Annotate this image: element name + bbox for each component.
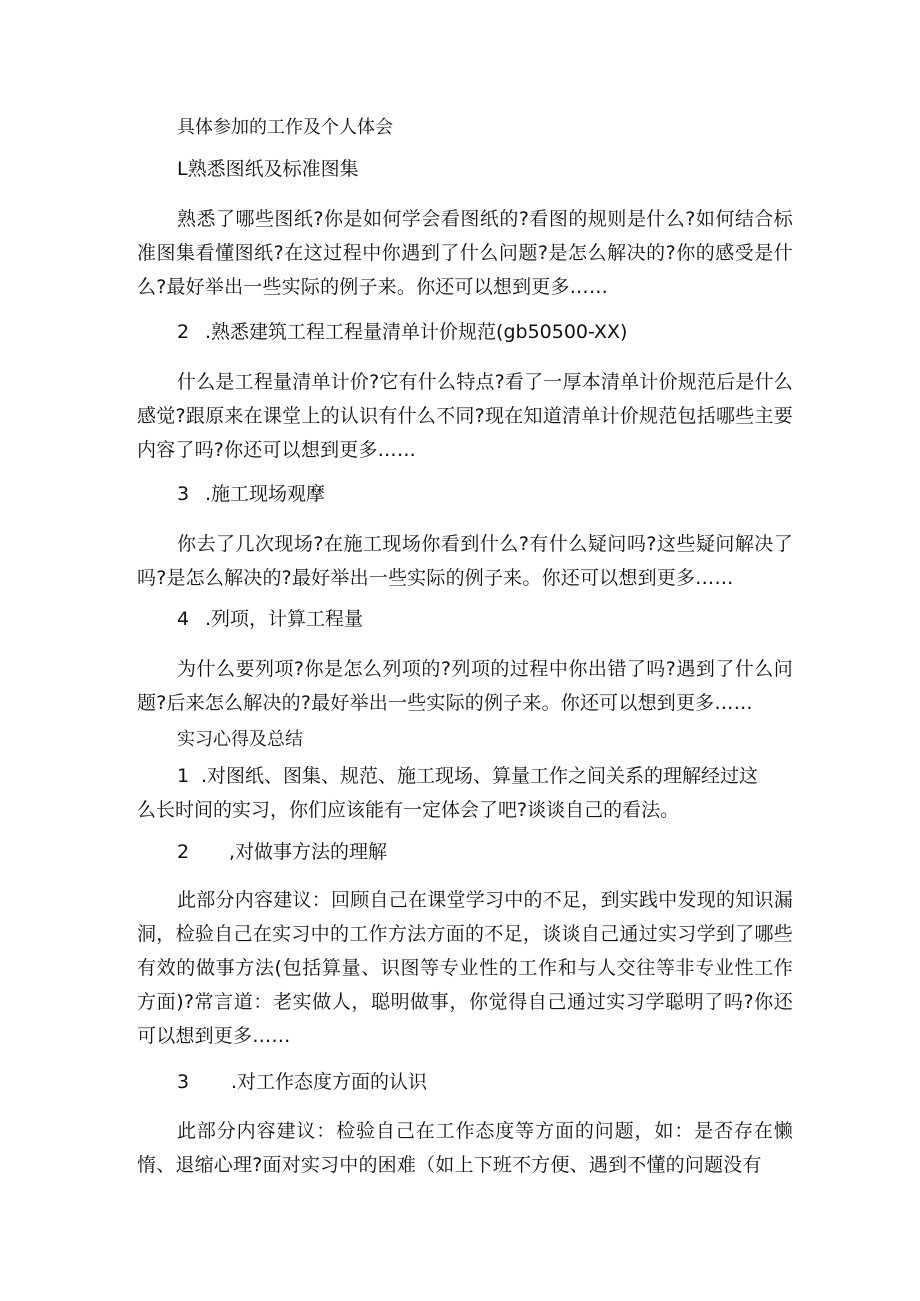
item-1-paragraph: 熟悉了哪些图纸?你是如何学会看图纸的?看图的规则是什么?如何结合标准图集看懂图纸?在这过程中你遇到了什么问题?是怎么解决的?你的感受是什么?最好举出一些实际的例子来。你还可以想到更多…… [137,208,793,298]
summary-1-text-first: .对图纸、图集、规范、施工现场、算量工作之间关系的理解经过这 [201,765,759,787]
item-3-heading [177,482,325,506]
summary-2-number: 2 [177,841,190,863]
item-3-title: .施工现场观摩 [205,483,326,505]
summary-3-heading [177,1070,427,1094]
summary-1-line-2: 么长时间的实习，你们应该能有一定体会了吧?谈谈自己的看法。 [137,799,680,821]
item-2-number: 2 [177,321,190,343]
summary-3-number: 3 [177,1071,190,1093]
item-4-heading [177,607,363,631]
item-2-paragraph: 什么是工程量清单计价?它有什么特点?看了一厚本清单计价规范后是什么感觉?跟原来在课堂上的认识有什么不同?现在知道清单计价规范包括哪些主要内容了吗?你还可以想到更多…… [137,371,793,461]
summary-2-title: ,对做事方法的理解 [229,841,388,863]
section-heading-work: 具体参加的工作及个人体会 [177,117,393,138]
summary-1-line-1 [177,764,758,788]
summary-3-title: .对工作态度方面的认识 [231,1071,428,1093]
item-3-paragraph: 你去了几次现场?在施工现场你看到什么?有什么疑问吗?这些疑问解决了吗?是怎么解决的?最好举出一些实际的例子来。你还可以想到更多…… [137,533,793,589]
summary-1-number: 1 [177,765,190,787]
item-3-number: 3 [177,483,190,505]
item-4-title: .列项，计算工程量 [205,608,364,630]
summary-3-paragraph: 此部分内容建议：检验自己在工作态度等方面的问题，如：是否存在懒惰、退缩心理?面对实习中的困难（如上下班不方便、遇到不懂的问题没有 [137,1120,793,1176]
section-heading-summary: 实习心得及总结 [177,729,303,750]
item-4-paragraph: 为什么要列项?你是怎么列项的?列项的过程中你出错了吗?遇到了什么问题?后来怎么解决的?最好举出一些实际的例子来。你还可以想到更多…… [137,658,793,714]
item-1-title: L熟悉图纸及标准图集 [177,158,359,180]
summary-2-paragraph: 此部分内容建议：回顾自己在课堂学习中的不足，到实践中发现的知识漏洞，检验自己在实习中的工作方法方面的不足，谈谈自己通过实习学到了哪些有效的做事方法(包括算量、识图等专业性的工作和与人交往等非专业性工作方面)?常言道：老实做人，聪明做事，你觉得自己通过实习学聪明了吗?你还可以想到更多…… [137,889,793,1047]
item-2-heading [177,320,627,344]
summary-2-heading [177,840,387,864]
item-2-title: .熟悉建筑工程工程量清单计价规范(gb50500-XX) [205,321,628,343]
item-4-number: 4 [177,608,190,630]
